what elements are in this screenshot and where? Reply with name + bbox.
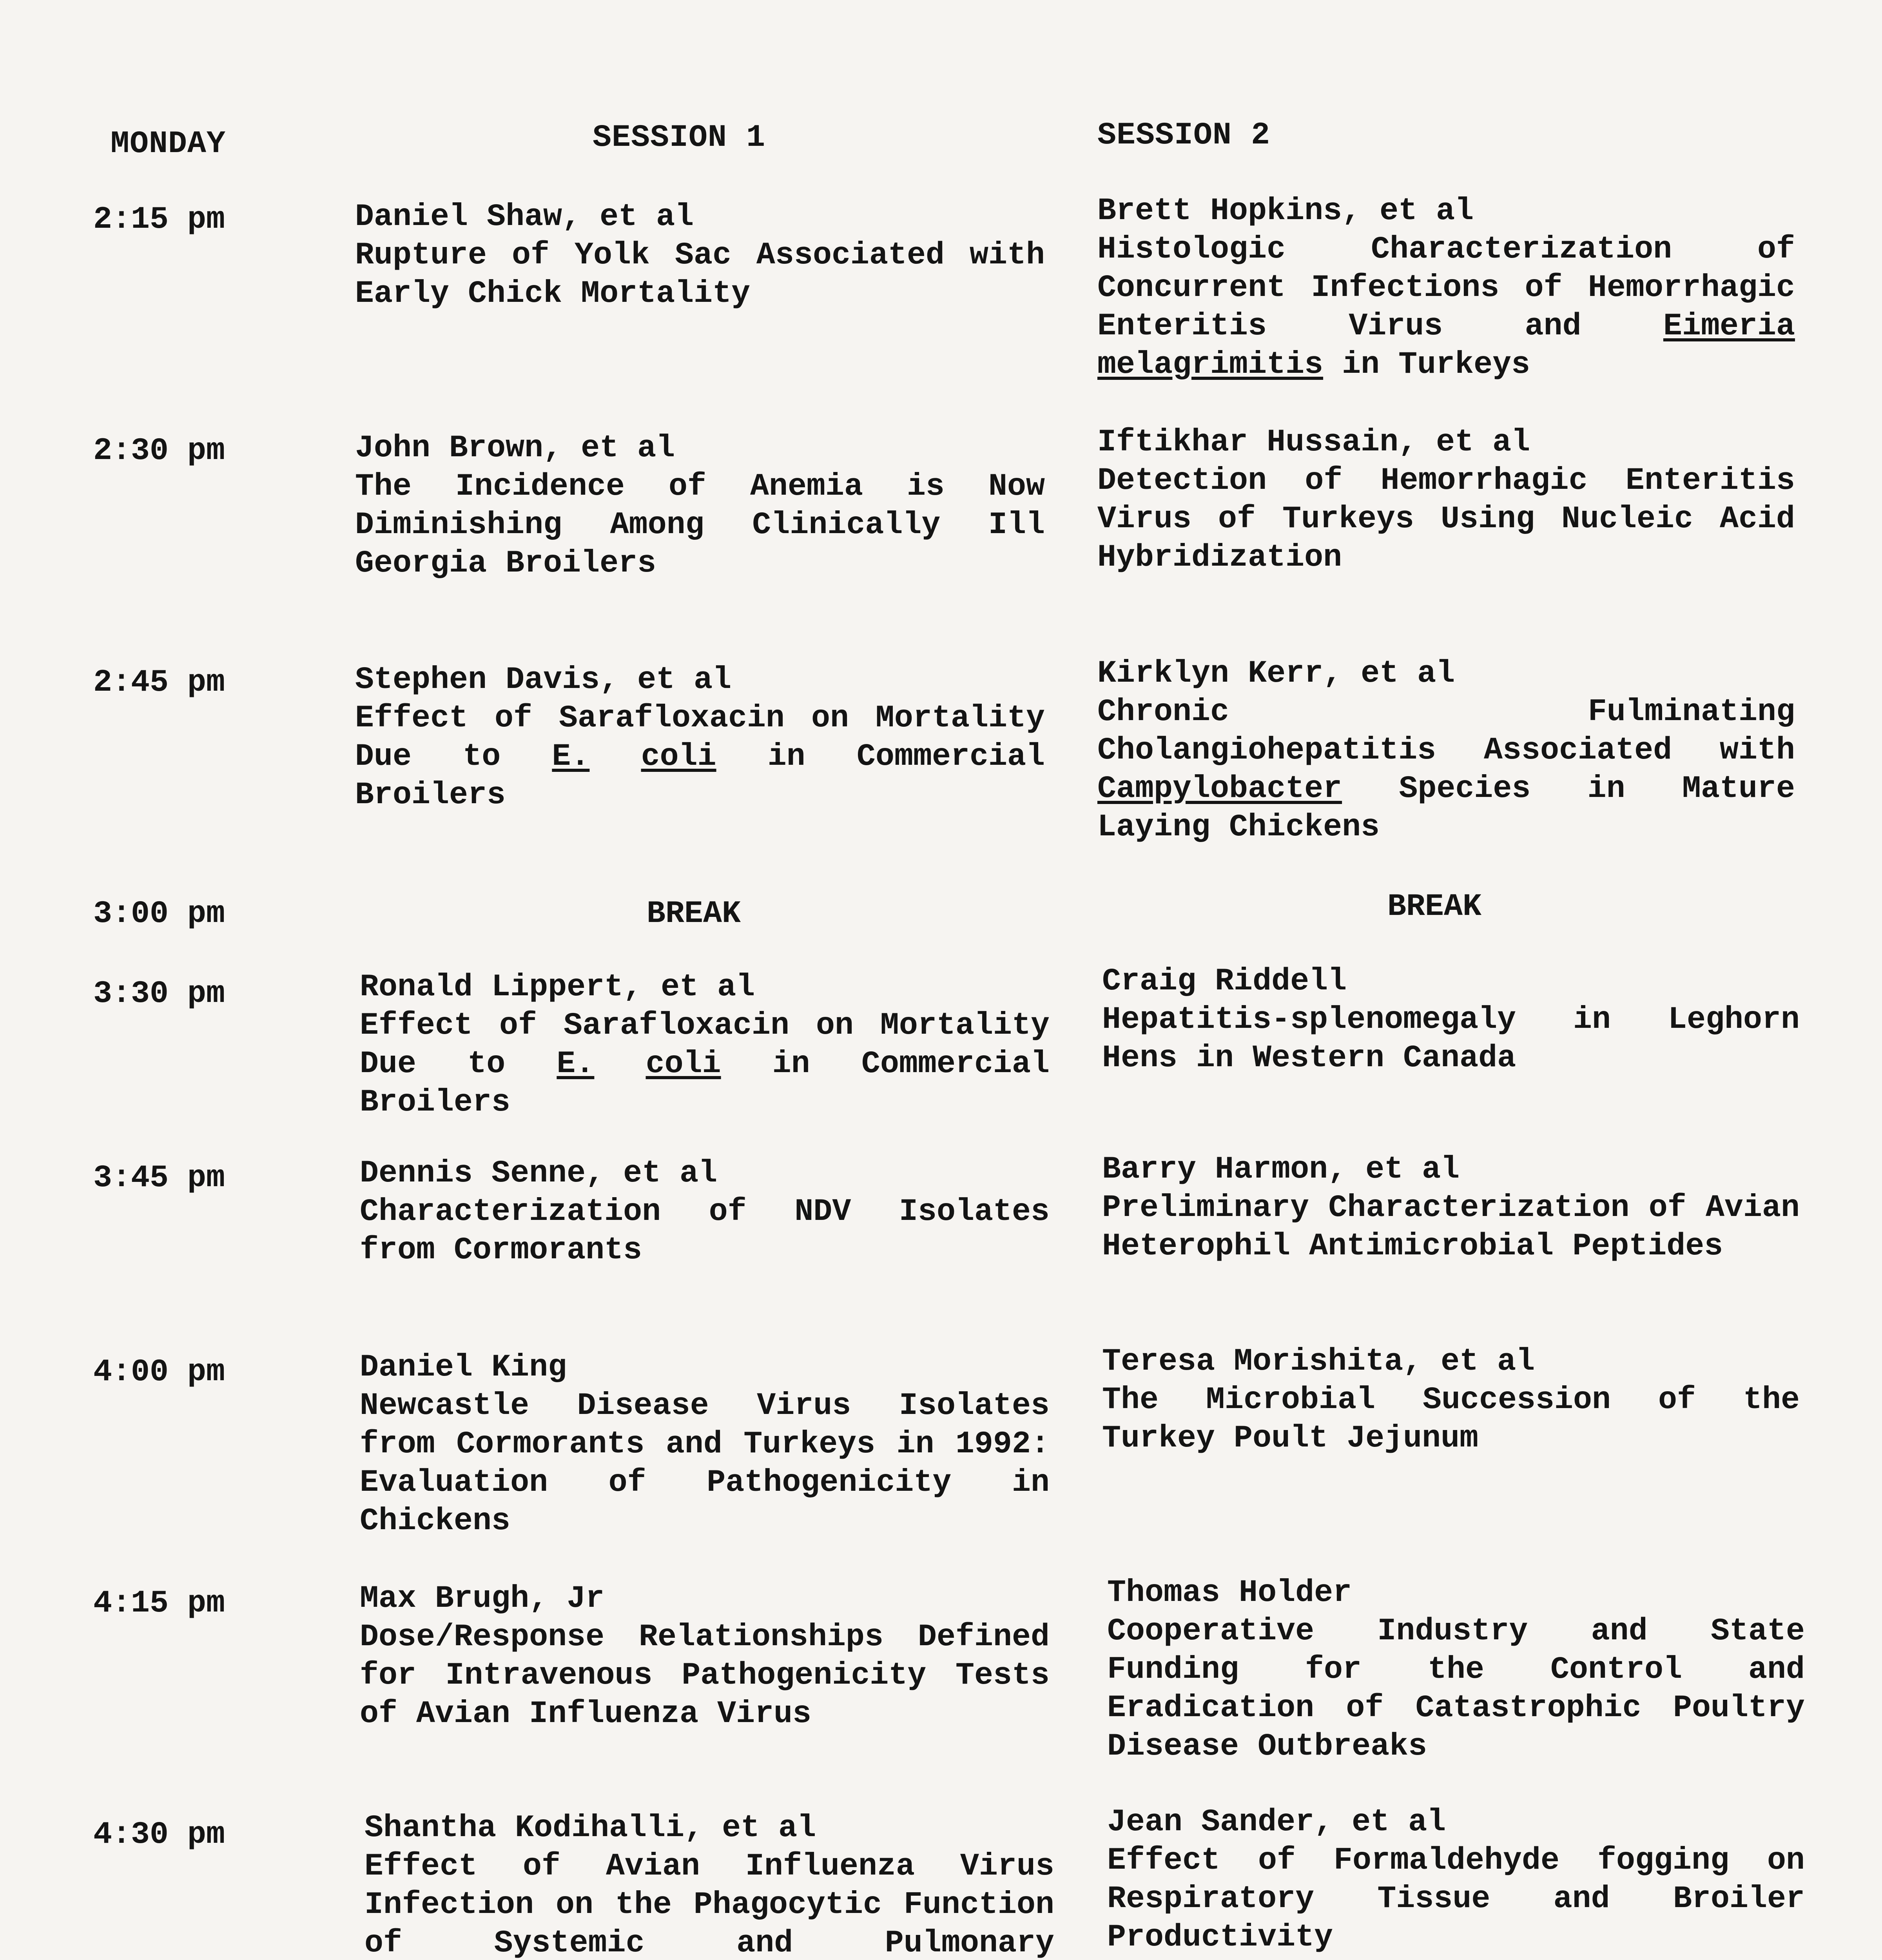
talk-title: The Incidence of Anemia is Now Diminishing Among Clinically Ill Georgia Broilers bbox=[355, 469, 1045, 581]
time-slot: 2:15 pm bbox=[93, 202, 225, 238]
talk-title: Newcastle Disease Virus Isolates from Cormorants and Turkeys in 1992: Evaluation of Pathogenicity in Chickens bbox=[360, 1388, 1050, 1539]
talk-title bbox=[1097, 693, 1795, 847]
time-slot: 4:30 pm bbox=[93, 1817, 225, 1853]
presenter-name: Max Brugh, Jr bbox=[360, 1581, 605, 1617]
presenter-name: Daniel Shaw, et al bbox=[355, 199, 694, 235]
presenter-name: Jean Sander, et al bbox=[1107, 1804, 1446, 1840]
species-name: E. bbox=[557, 1046, 595, 1082]
title-text: in Commercial Broilers bbox=[355, 739, 1045, 813]
day-header: MONDAY bbox=[111, 126, 226, 162]
presenter-name: John Brown, et al bbox=[355, 430, 675, 466]
presenter-name: Shantha Kodihalli, et al bbox=[364, 1810, 816, 1846]
talk-title: Characterization of NDV Isolates from Cormorants bbox=[360, 1194, 1050, 1268]
presenter-name: Barry Harmon, et al bbox=[1102, 1152, 1460, 1187]
talk-title: Detection of Hemorrhagic Enteritis Virus of Turkeys Using Nucleic Acid Hybridization bbox=[1097, 463, 1795, 575]
presenter-name: Dennis Senne, et al bbox=[360, 1156, 718, 1191]
time-slot: 4:00 pm bbox=[93, 1354, 225, 1390]
talk-entry-session-2 bbox=[1107, 1574, 1805, 1766]
talk-entry-session-2 bbox=[1097, 655, 1795, 847]
talk-entry-session-2 bbox=[1102, 962, 1800, 1078]
title-text: Chronic Fulminating Cholangiohepatitis Associated with bbox=[1097, 694, 1795, 768]
species-name: E. bbox=[552, 739, 590, 775]
talk-entry-session-1 bbox=[360, 1154, 1050, 1270]
talk-entry-session-2 bbox=[1097, 192, 1795, 384]
species-name: melagrimitis bbox=[1097, 347, 1324, 383]
break-label-session-2: BREAK bbox=[1387, 889, 1482, 925]
talk-title: The Microbial Succession of the Turkey Poult Jejunum bbox=[1102, 1382, 1800, 1456]
talk-entry-session-1 bbox=[355, 661, 1045, 815]
talk-entry-session-2 bbox=[1097, 423, 1795, 577]
presenter-name: Daniel King bbox=[360, 1350, 567, 1385]
presenter-name: Thomas Holder bbox=[1107, 1575, 1352, 1611]
talk-entry-session-1 bbox=[355, 198, 1045, 313]
title-text: Effect of Sarafloxacin on Mortality Due to bbox=[355, 701, 1045, 775]
presenter-name: Brett Hopkins, et al bbox=[1097, 193, 1474, 229]
title-text: Histologic Characterization of Concurrent Infections of Hemorrhagic Enteritis Virus and bbox=[1097, 232, 1795, 344]
talk-title: Preliminary Characterization of Avian Heterophil Antimicrobial Peptides bbox=[1102, 1190, 1800, 1264]
session-2-header: SESSION 2 bbox=[1097, 118, 1271, 153]
talk-title: Cooperative Industry and State Funding for the Control and Eradication of Catastrophic Poultry Disease Outbreaks bbox=[1107, 1613, 1805, 1764]
talk-title: Effect of Formaldehyde fogging on Respiratory Tissue and Broiler Productivity bbox=[1107, 1843, 1805, 1955]
talk-title bbox=[360, 1007, 1050, 1122]
title-text: in Commercial Broilers bbox=[360, 1046, 1050, 1120]
talk-title: Dose/Response Relationships Defined for Intravenous Pathogenicity Tests of Avian Influenza Virus bbox=[360, 1619, 1050, 1732]
talk-entry-session-2 bbox=[1102, 1151, 1800, 1266]
talk-entry-session-2 bbox=[1107, 1803, 1805, 1957]
species-name: Campylobacter bbox=[1097, 771, 1342, 807]
break-label-session-1: BREAK bbox=[647, 896, 741, 932]
talk-entry-session-1 bbox=[364, 1809, 1054, 1960]
presenter-name: Iftikhar Hussain, et al bbox=[1097, 425, 1530, 460]
time-slot: 2:30 pm bbox=[93, 433, 225, 469]
talk-title: Hepatitis-splenomegaly in Leghorn Hens in Western Canada bbox=[1102, 1002, 1800, 1076]
talk-entry-session-1 bbox=[360, 968, 1050, 1122]
species-name: Eimeria bbox=[1663, 309, 1795, 344]
talk-entry-session-1 bbox=[360, 1580, 1050, 1733]
time-slot: 3:45 pm bbox=[93, 1160, 225, 1196]
talk-title: Rupture of Yolk Sac Associated with Early Chick Mortality bbox=[355, 238, 1045, 312]
talk-title: Effect of Avian Influenza Virus Infection on the Phagocytic Function of Systemic and Pulmonary bbox=[364, 1849, 1054, 1960]
time-slot: 4:15 pm bbox=[93, 1586, 225, 1621]
presenter-name: Craig Riddell bbox=[1102, 964, 1347, 999]
title-text: in Turkeys bbox=[1323, 347, 1530, 383]
presenter-name: Kirklyn Kerr, et al bbox=[1097, 656, 1455, 691]
presenter-name: Teresa Morishita, et al bbox=[1102, 1344, 1535, 1379]
time-slot: 3:30 pm bbox=[93, 976, 225, 1012]
species-name: coli bbox=[645, 1046, 721, 1082]
species-name: coli bbox=[641, 739, 716, 775]
session-1-header: SESSION 1 bbox=[593, 120, 766, 156]
title-text: Effect of Sarafloxacin on Mortality Due to bbox=[360, 1008, 1050, 1082]
title-text: Species in Mature Laying Chickens bbox=[1097, 771, 1795, 845]
talk-title bbox=[1097, 230, 1795, 384]
talk-title bbox=[355, 699, 1045, 815]
talk-entry-session-2 bbox=[1102, 1343, 1800, 1458]
presenter-name: Stephen Davis, et al bbox=[355, 662, 732, 698]
talk-entry-session-1 bbox=[355, 429, 1045, 583]
talk-entry-session-1 bbox=[360, 1348, 1050, 1541]
presenter-name: Ronald Lippert, et al bbox=[360, 969, 755, 1005]
time-slot: 2:45 pm bbox=[93, 665, 225, 701]
time-slot: 3:00 pm bbox=[93, 896, 225, 932]
